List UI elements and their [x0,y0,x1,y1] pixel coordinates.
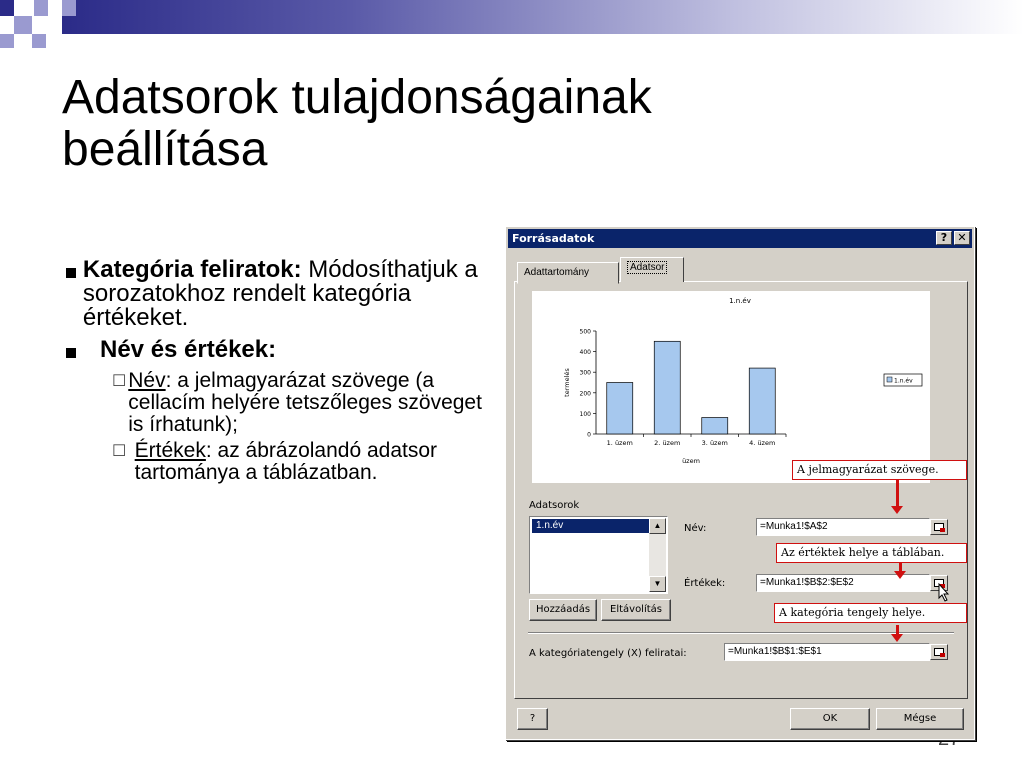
add-series-button[interactable]: Hozzáadás [529,599,597,621]
corner-square [0,0,14,16]
corner-square [32,16,46,34]
scroll-down-icon[interactable]: ▼ [649,576,666,592]
legend-swatch [887,377,892,382]
bullet-item [62,258,502,330]
sub-bullet-item [112,440,502,484]
sub-bullet-term: Értékek [134,439,206,462]
x-tick-label: 3. üzem [701,439,728,447]
corner-square [14,16,32,34]
hollow-square-bullet-icon: ☐ [112,373,127,390]
bullet-heading: Név és értékek: [100,336,277,363]
series-listbox[interactable] [529,516,668,594]
header-gradient-bar [62,0,1024,34]
y-tick-label: 100 [579,410,591,418]
series-scrollbar[interactable] [649,518,666,592]
corner-square [32,34,46,48]
chart-title: 1.n.év [729,297,751,305]
tab-series-label: Adatsor [627,261,667,274]
corner-square [0,34,14,48]
values-label: Értékek: [684,578,726,589]
bullet-list [62,258,502,488]
sub-bullet-term: Név [128,369,166,392]
corner-square [14,0,34,16]
help-button-icon[interactable]: ? [517,708,548,730]
bullet-heading: Kategória feliratok: [82,256,302,283]
y-tick-label: 0 [587,431,591,439]
slide-title [62,72,652,176]
bar [654,341,680,434]
arrow-down-icon [891,634,903,642]
sub-bullet-text: : a jelmagyarázat szövege (a cellacím helyére tetszőleges szöveget is írhatunk); [128,369,482,436]
name-label: Név: [684,523,707,534]
bar-chart [532,291,930,483]
title-line-2: beállítása [62,123,268,176]
tab-data-range[interactable]: Adattartomány [517,262,619,284]
callout-values-location: Az értéktek helye a táblában. [776,543,967,563]
dialog-title: Forrásadatok [512,232,595,245]
tab-series[interactable] [620,257,684,282]
hollow-square-bullet-icon: ☐ [112,443,127,460]
help-icon[interactable]: ? [936,231,952,245]
x-tick-label: 4. üzem [749,439,776,447]
corner-square [62,0,76,16]
legend-label: 1.n.év [894,377,913,385]
category-axis-label: A kategóriatengely (X) feliratai: [529,648,687,659]
y-tick-label: 500 [579,328,591,336]
values-field[interactable]: =Munka1!$B$2:$E$2 [756,574,930,592]
callout-category-axis: A kategória tengely helye. [774,603,967,623]
bar [702,418,728,434]
name-field[interactable]: =Munka1!$A$2 [756,518,930,536]
x-axis-label: üzem [682,457,700,465]
callout-arrow [896,479,899,506]
y-tick-label: 400 [579,349,591,357]
sub-bullet-text: : az ábrázolandó adatsor tartománya a táblázatban. [134,439,438,484]
y-tick-label: 300 [579,369,591,377]
square-bullet-icon [66,348,76,358]
scroll-up-icon[interactable]: ▲ [649,518,666,534]
sub-bullet-item [112,370,502,436]
title-line-1: Adatsorok tulajdonságainak [62,71,652,124]
arrow-down-icon [894,571,906,579]
mouse-cursor-icon [938,583,952,603]
bar [607,383,633,435]
range-picker-icon[interactable] [930,644,948,660]
y-tick-label: 200 [579,390,591,398]
remove-series-button[interactable]: Eltávolítás [601,599,671,621]
chart-preview [532,291,930,483]
bar [749,368,775,434]
series-list-label: Adatsorok [529,500,580,511]
close-icon[interactable]: ✕ [954,231,970,245]
x-tick-label: 1. üzem [606,439,633,447]
square-bullet-icon [66,268,76,278]
bullet-item [62,338,502,362]
cancel-button[interactable]: Mégse [876,708,964,730]
x-tick-label: 2. üzem [654,439,681,447]
dialog-titlebar [508,229,972,248]
y-axis-label: termelés [563,368,571,397]
series-list-item[interactable]: 1.n.év [532,519,650,533]
corner-square [34,0,48,16]
bullet-text: Módosíthatjuk a sorozatokhoz rendelt kategória értékeket. [82,256,478,331]
category-axis-field[interactable]: =Munka1!$B$1:$E$1 [724,643,930,661]
range-picker-icon[interactable] [930,519,948,535]
arrow-down-icon [891,506,903,514]
callout-legend-text: A jelmagyarázat szövege. [792,460,967,480]
corner-square [48,0,62,16]
ok-button[interactable]: OK [790,708,870,730]
